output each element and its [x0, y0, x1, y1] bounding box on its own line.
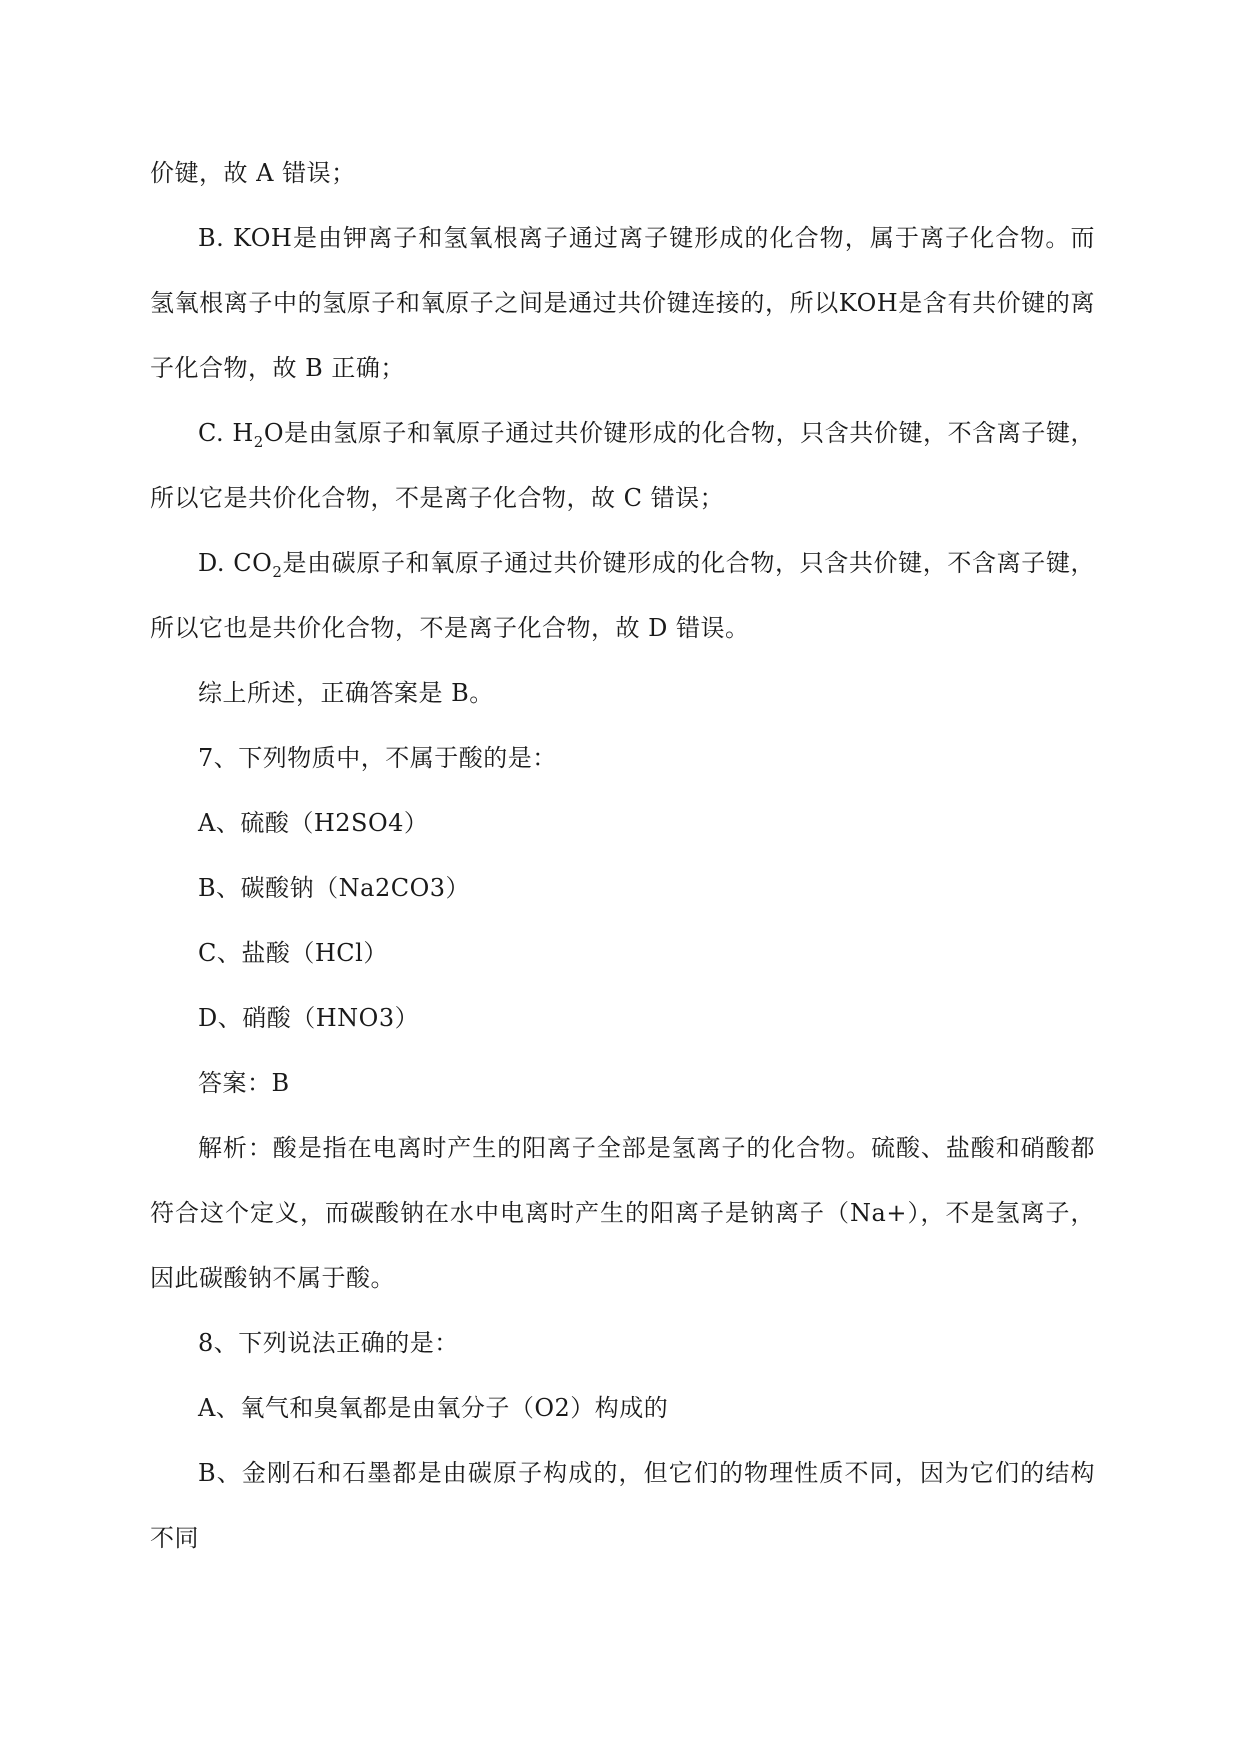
question-8-option-b: B、金刚石和石墨都是由碳原子构成的，但它们的物理性质不同，因为它们的结构不同 — [150, 1459, 1095, 1552]
question-7-answer: 答案：B — [198, 1069, 290, 1097]
formula-co2-prefix: D. CO — [198, 549, 273, 577]
question-8-option-a: A、氧气和臭氧都是由氧分子（O2）构成的 — [198, 1394, 669, 1422]
formula-subscript: 2 — [253, 433, 264, 451]
question-7-analysis: 解析：酸是指在电离时产生的阳离子全部是氢离子的化合物。硫酸、盐酸和硝酸都符合这个定义，而碳酸钠在水中电离时产生的阳离子是钠离子（Na+），不是氢离子，因此碳酸钠不属于酸。 — [150, 1134, 1095, 1292]
question-7: 7、下列物质中，不属于酸的是： — [198, 744, 557, 772]
formula-h2o-prefix: C. H — [198, 419, 254, 447]
paragraph-continuation: 价键，故 A 错误； — [150, 159, 356, 187]
formula-subscript: 2 — [272, 563, 283, 581]
document-page — [150, 141, 1095, 1571]
option-c-text: O是由氢原子和氧原子通过共价键形成的化合物，只含共价键，不含离子键，所以它是共价化合物，不是离子化合物，故 C 错误； — [150, 419, 1095, 512]
paragraph-option-c-explanation — [150, 401, 1095, 531]
option-d-text: 是由碳原子和氧原子通过共价键形成的化合物，只含共价键，不含离子键，所以它也是共价化合物，不是离子化合物，故 D 错误。 — [150, 549, 1095, 642]
question-8: 8、下列说法正确的是： — [198, 1329, 459, 1357]
question-7-option-d: D、硝酸（HNO3） — [198, 1004, 420, 1032]
question-7-option-b: B、碳酸钠（Na2CO3） — [198, 874, 471, 902]
question-7-option-c: C、盐酸（HCl） — [198, 939, 388, 967]
paragraph-summary: 综上所述，正确答案是 B。 — [198, 679, 494, 707]
paragraph-option-d-explanation — [150, 531, 1095, 661]
paragraph-option-b-explanation: B. KOH是由钾离子和氢氧根离子通过离子键形成的化合物，属于离子化合物。而氢氧根离子中的氢原子和氧原子之间是通过共价键连接的，所以KOH是含有共价键的离子化合物，故 B 正确； — [150, 224, 1095, 382]
question-7-option-a: A、硫酸（H2SO4） — [198, 809, 429, 837]
